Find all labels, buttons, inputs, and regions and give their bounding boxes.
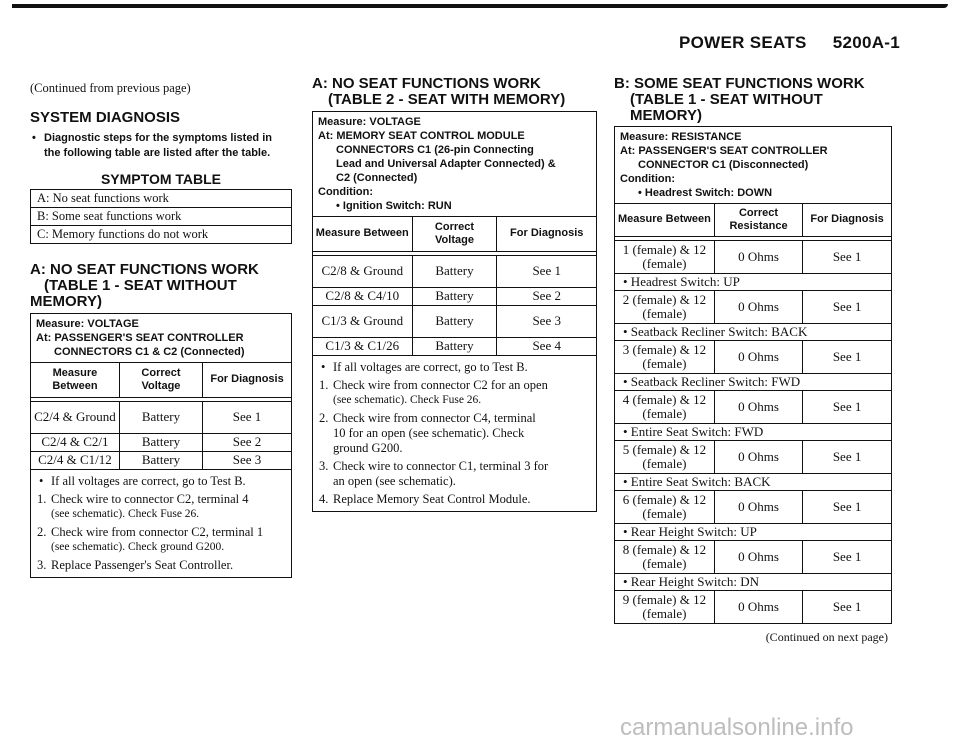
cell-resistance: 0 Ohms bbox=[714, 340, 802, 373]
cell-voltage: Battery bbox=[412, 287, 497, 305]
condition-row bbox=[615, 323, 891, 340]
condition-row bbox=[615, 573, 891, 590]
cell-voltage: Battery bbox=[119, 433, 202, 451]
connector-label: CONNECTOR C1 (Disconnected) bbox=[638, 159, 809, 171]
step-1-text: Check wire from connector C2 for an open bbox=[333, 378, 548, 392]
left-column bbox=[30, 80, 292, 578]
section-a-title bbox=[30, 262, 292, 310]
table-row bbox=[615, 290, 891, 323]
step-3: 3. Replace Passenger's Seat Controller. bbox=[37, 558, 234, 572]
continued-next-note: (Continued on next page) bbox=[765, 629, 888, 644]
section-a-title-line2: (TABLE 1 - SEAT WITHOUT bbox=[44, 277, 237, 294]
step-3: 3. Check wire to connector C1, terminal 3 for an open (see schematic). bbox=[319, 459, 590, 489]
cell-diagnosis: See 1 bbox=[803, 590, 891, 623]
condition-ignition: • Ignition Switch: RUN bbox=[336, 200, 452, 212]
cell-measure: C2/4 & Ground bbox=[31, 401, 119, 433]
table-row bbox=[615, 440, 891, 473]
middle-column bbox=[312, 76, 597, 512]
table-a2-grid bbox=[313, 217, 596, 355]
table-b1-grid bbox=[615, 204, 891, 623]
step-1-text: Check wire to connector C2, terminal 4 bbox=[51, 492, 249, 506]
table-row bbox=[313, 305, 596, 337]
cell-diagnosis: See 1 bbox=[803, 540, 891, 573]
cell-diagnosis: See 3 bbox=[497, 305, 596, 337]
right-title-line1: B: SOME SEAT FUNCTIONS WORK bbox=[614, 75, 865, 92]
step-2-sub: (see schematic). Check ground G200. bbox=[51, 541, 225, 553]
continued-from-note: (Continued from previous page) bbox=[30, 81, 191, 95]
section-a-title-line1: A: NO SEAT FUNCTIONS WORK bbox=[30, 261, 259, 278]
step-1: 1. Check wire to connector C2, terminal 4 (see schematic). Check Fuse 26. bbox=[37, 492, 285, 522]
page-header bbox=[679, 33, 900, 53]
cell-measure: 6 (female) & 12 (female) bbox=[615, 490, 714, 523]
cell-resistance: 0 Ohms bbox=[714, 440, 802, 473]
step-2: 2. Check wire from connector C4, terminal 10 for an open (see schematic). Check ground G200. bbox=[319, 411, 590, 456]
step-4-text: Replace Memory Seat Control Module. bbox=[333, 492, 531, 506]
table-a1 bbox=[30, 313, 292, 578]
cell-measure: C2/4 & C1/12 bbox=[31, 451, 119, 469]
connector-label-3: C2 (Connected) bbox=[336, 172, 418, 184]
cell-diagnosis: See 2 bbox=[203, 433, 291, 451]
right-title-line2: (TABLE 1 - SEAT WITHOUT bbox=[630, 91, 823, 108]
connector-label-1: CONNECTORS C1 (26-pin Connecting bbox=[336, 144, 534, 156]
condition-text: • Rear Height Switch: UP bbox=[615, 523, 891, 540]
cell-measure: 3 (female) & 12 (female) bbox=[615, 340, 714, 373]
table-b1-spec bbox=[615, 127, 891, 204]
cell-resistance: 0 Ohms bbox=[714, 240, 802, 273]
cell-measure: C2/4 & C2/1 bbox=[31, 433, 119, 451]
cell-voltage: Battery bbox=[119, 401, 202, 433]
col-correct-resistance: Correct Resistance bbox=[714, 204, 802, 236]
cell-measure: 9 (female) & 12 (female) bbox=[615, 590, 714, 623]
cell-diagnosis: See 1 bbox=[497, 255, 596, 287]
cell-measure: C2/8 & C4/10 bbox=[313, 287, 412, 305]
condition-row bbox=[615, 423, 891, 440]
system-diagnosis-heading: SYSTEM DIAGNOSIS bbox=[30, 109, 181, 126]
at-label: At: PASSENGER'S SEAT CONTROLLER bbox=[36, 332, 244, 344]
cell-voltage: Battery bbox=[412, 305, 497, 337]
step-3-text: Replace Passenger's Seat Controller. bbox=[51, 558, 234, 572]
intro-bullet bbox=[30, 131, 284, 161]
at-label: At: MEMORY SEAT CONTROL MODULE bbox=[318, 130, 525, 142]
measure-label: Measure: VOLTAGE bbox=[318, 116, 421, 128]
cell-diagnosis: See 2 bbox=[497, 287, 596, 305]
cell-measure: C1/3 & C1/26 bbox=[313, 337, 412, 355]
table-a1-spec bbox=[31, 314, 291, 363]
intro-bullet-text: Diagnostic steps for the symptoms listed in the following table are listed after the table. bbox=[44, 132, 272, 159]
condition-headrest-down: • Headrest Switch: DOWN bbox=[638, 187, 773, 199]
cell-diagnosis: See 1 bbox=[203, 401, 291, 433]
table-a2-spec bbox=[313, 112, 596, 217]
step-2-line3: ground G200. bbox=[333, 441, 403, 455]
top-rule bbox=[12, 4, 948, 8]
condition-row bbox=[615, 273, 891, 290]
cell-voltage: Battery bbox=[412, 337, 497, 355]
step-2-line2: 10 for an open (see schematic). Check bbox=[333, 426, 525, 440]
bullet-icon: • bbox=[32, 132, 36, 144]
table-row bbox=[615, 490, 891, 523]
cell-resistance: 0 Ohms bbox=[714, 540, 802, 573]
symptom-c: C: Memory functions do not work bbox=[37, 227, 209, 241]
col-correct-voltage: Correct Voltage bbox=[412, 217, 497, 251]
step-bullet: • If all voltages are correct, go to Test B. bbox=[319, 360, 590, 375]
step-1-sub: (see schematic). Check Fuse 26. bbox=[333, 394, 482, 406]
condition-row bbox=[615, 523, 891, 540]
middle-title-line2: (TABLE 2 - SEAT WITH MEMORY) bbox=[328, 91, 566, 108]
table-row bbox=[313, 255, 596, 287]
table-row bbox=[313, 337, 596, 355]
table-a2-steps bbox=[313, 355, 596, 511]
step-1-sub: (see schematic). Check Fuse 26. bbox=[51, 508, 200, 520]
condition-label: Condition: bbox=[318, 186, 373, 198]
symptom-a: A: No seat functions work bbox=[31, 190, 291, 208]
col-measure-between: Measure Between bbox=[313, 217, 412, 251]
table-a2 bbox=[312, 111, 597, 512]
step-2: 2. Check wire from connector C2, terminal 1 (see schematic). Check ground G200. bbox=[37, 525, 285, 555]
right-column bbox=[614, 76, 892, 645]
step-4: 4. Replace Memory Seat Control Module. bbox=[319, 492, 531, 506]
condition-row bbox=[615, 373, 891, 390]
col-measure-between: Measure Between bbox=[615, 204, 714, 236]
table-row bbox=[615, 240, 891, 273]
step-2-text: Check wire from connector C2, terminal 1 bbox=[51, 525, 264, 539]
cell-measure: 1 (female) & 12 (female) bbox=[615, 240, 714, 273]
cell-resistance: 0 Ohms bbox=[714, 290, 802, 323]
cell-measure: 2 (female) & 12 (female) bbox=[615, 290, 714, 323]
step-bullet: • If all voltages are correct, go to Test B. bbox=[37, 474, 285, 489]
cell-diagnosis: See 1 bbox=[803, 490, 891, 523]
cell-diagnosis: See 1 bbox=[803, 390, 891, 423]
cell-measure: 4 (female) & 12 (female) bbox=[615, 390, 714, 423]
condition-text: • Entire Seat Switch: BACK bbox=[615, 473, 891, 490]
condition-text: • Seatback Recliner Switch: BACK bbox=[615, 323, 891, 340]
symptom-table-title: SYMPTOM TABLE bbox=[100, 171, 222, 187]
cell-diagnosis: See 1 bbox=[803, 240, 891, 273]
table-row bbox=[615, 590, 891, 623]
right-title-line3: MEMORY) bbox=[630, 107, 702, 124]
table-row bbox=[31, 451, 291, 469]
condition-text: • Headrest Switch: UP bbox=[615, 273, 891, 290]
col-correct-voltage: Correct Voltage bbox=[119, 363, 202, 397]
cell-diagnosis: See 1 bbox=[803, 440, 891, 473]
at-label: At: PASSENGER'S SEAT CONTROLLER bbox=[620, 145, 828, 157]
condition-text: • Seatback Recliner Switch: FWD bbox=[615, 373, 891, 390]
table-row bbox=[615, 390, 891, 423]
step-3-line2: an open (see schematic). bbox=[333, 474, 456, 488]
cell-resistance: 0 Ohms bbox=[714, 390, 802, 423]
symptom-b: B: Some seat functions work bbox=[31, 208, 291, 226]
cell-measure: 5 (female) & 12 (female) bbox=[615, 440, 714, 473]
page-number: 5200A-1 bbox=[832, 33, 900, 52]
table-row bbox=[615, 540, 891, 573]
symptom-table bbox=[30, 189, 292, 244]
cell-diagnosis: See 1 bbox=[803, 340, 891, 373]
connector-label-2: Lead and Universal Adapter Connected) & bbox=[336, 158, 556, 170]
cell-voltage: Battery bbox=[119, 451, 202, 469]
cell-measure: C1/3 & Ground bbox=[313, 305, 412, 337]
table-a1-grid bbox=[31, 363, 291, 469]
step-1: 1. Check wire from connector C2 for an open (see schematic). Check Fuse 26. bbox=[319, 378, 590, 408]
section-title: POWER SEATS bbox=[679, 33, 807, 52]
condition-text: • Entire Seat Switch: FWD bbox=[615, 423, 891, 440]
table-a1-steps bbox=[31, 469, 291, 577]
condition-row bbox=[615, 473, 891, 490]
col-for-diagnosis: For Diagnosis bbox=[497, 217, 596, 251]
cell-resistance: 0 Ohms bbox=[714, 590, 802, 623]
cell-diagnosis: See 1 bbox=[803, 290, 891, 323]
cell-diagnosis: See 3 bbox=[203, 451, 291, 469]
table-row bbox=[313, 287, 596, 305]
table-b1 bbox=[614, 126, 892, 624]
step-2-text: Check wire from connector C4, terminal bbox=[333, 411, 536, 425]
connector-label: CONNECTORS C1 & C2 (Connected) bbox=[54, 346, 245, 358]
cell-resistance: 0 Ohms bbox=[714, 490, 802, 523]
table-row bbox=[615, 340, 891, 373]
table-row bbox=[31, 401, 291, 433]
col-for-diagnosis: For Diagnosis bbox=[203, 363, 291, 397]
measure-label: Measure: VOLTAGE bbox=[36, 318, 139, 330]
cell-measure: C2/8 & Ground bbox=[313, 255, 412, 287]
section-a-title-line3: MEMORY) bbox=[30, 293, 102, 310]
table-row bbox=[31, 433, 291, 451]
step-3-text: Check wire to connector C1, terminal 3 for bbox=[333, 459, 549, 473]
middle-title-line1: A: NO SEAT FUNCTIONS WORK bbox=[312, 75, 541, 92]
cell-voltage: Battery bbox=[412, 255, 497, 287]
condition-text: • Rear Height Switch: DN bbox=[615, 573, 891, 590]
condition-label: Condition: bbox=[620, 173, 675, 185]
watermark: carmanualsonline.info bbox=[620, 714, 854, 741]
cell-measure: 8 (female) & 12 (female) bbox=[615, 540, 714, 573]
col-measure-between: Measure Between bbox=[31, 363, 119, 397]
col-for-diagnosis: For Diagnosis bbox=[803, 204, 891, 236]
measure-label: Measure: RESISTANCE bbox=[620, 131, 742, 143]
cell-diagnosis: See 4 bbox=[497, 337, 596, 355]
